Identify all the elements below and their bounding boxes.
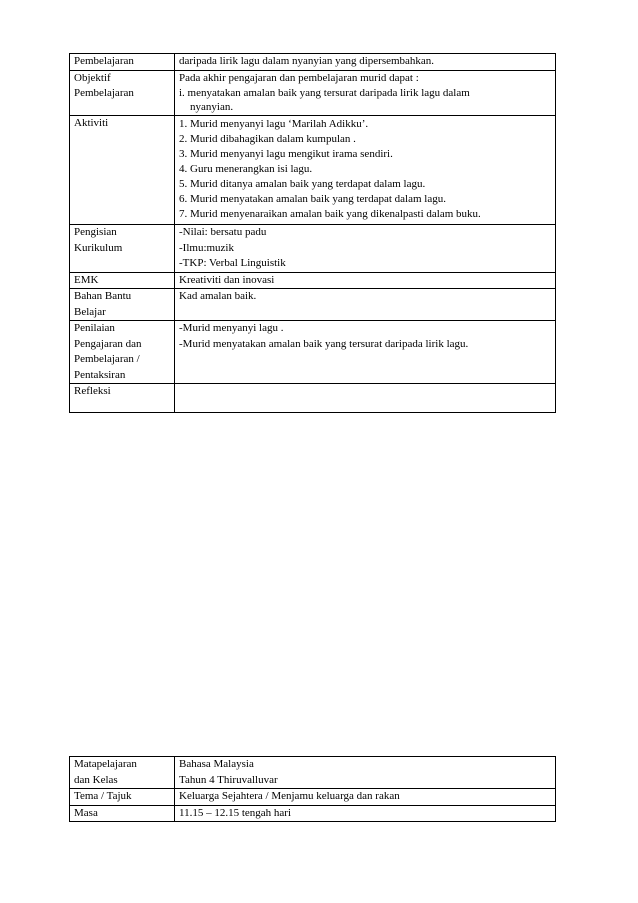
list-item: 4. Guru menerangkan isi lagu. (179, 163, 313, 175)
content-text: i. menyatakan amalan baik yang tersurat daripada lirik lagu dalam (179, 87, 470, 99)
content-text: -TKP: Verbal Linguistik (179, 257, 286, 269)
label-text: Masa (74, 806, 98, 819)
row-content (175, 289, 556, 321)
list-item: 3. Murid menyanyi lagu mengikut irama sendiri. (179, 148, 393, 160)
row-label (70, 789, 175, 806)
row-content-empty (175, 384, 556, 413)
content-text: -Nilai: bersatu padu (179, 226, 267, 238)
content-text: Tahun 4 Thiruvalluvar (179, 773, 278, 786)
list-item: 5. Murid ditanya amalan baik yang terdapat dalam lagu. (179, 178, 426, 190)
row-label (70, 272, 175, 289)
row-label (70, 225, 175, 273)
label-text: Objektif (74, 71, 111, 84)
row-content (175, 757, 556, 789)
row-refleksi (70, 384, 556, 413)
row-objektif (70, 70, 556, 116)
row-content (175, 805, 556, 822)
lesson-header-table (69, 756, 556, 822)
label-text: Matapelajaran (74, 758, 137, 770)
content-text: daripada lirik lagu dalam nyanyian yang dipersembahkan. (179, 55, 435, 67)
label-text: Pengisian (74, 226, 117, 238)
content-text: 11.15 – 12.15 tengah hari (179, 806, 292, 819)
list-item: 6. Murid menyatakan amalan baik yang terdapat dalam lagu. (179, 193, 446, 205)
row-label (70, 289, 175, 321)
label-text: Penilaian (74, 322, 115, 334)
row-content (175, 70, 556, 116)
row-content (175, 321, 556, 384)
row-label (70, 70, 175, 116)
content-text: Kreativiti dan inovasi (179, 273, 275, 286)
row-content (175, 789, 556, 806)
label-text: Kurikulum (74, 241, 123, 254)
row-masa (70, 805, 556, 822)
row-bahan-bantu-belajar (70, 289, 556, 321)
label-text: Aktiviti (74, 117, 109, 129)
row-content (175, 54, 556, 71)
content-text: Bahasa Malaysia (179, 758, 254, 770)
row-penilaian (70, 321, 556, 384)
label-text: Pembelajaran (74, 55, 134, 67)
row-pengisian-kurikulum (70, 225, 556, 273)
lesson-plan-table (69, 53, 556, 413)
content-text: Kad amalan baik. (179, 290, 257, 302)
label-text: dan Kelas (74, 773, 118, 786)
content-text: Pada akhir pengajaran dan pembelajaran murid dapat : (179, 71, 419, 84)
row-matapelajaran (70, 757, 556, 789)
content-text: Keluarga Sejahtera / Menjamu keluarga dan rakan (179, 790, 400, 802)
label-text: Pembelajaran (74, 87, 134, 99)
label-text: Refleksi (74, 385, 111, 397)
row-emk (70, 272, 556, 289)
label-text: EMK (74, 273, 99, 286)
activity-list (179, 117, 552, 222)
row-label (70, 116, 175, 225)
list-item: 2. Murid dibahagikan dalam kumpulan . (179, 133, 356, 145)
label-text: Belajar (74, 305, 106, 318)
label-text: Bahan Bantu (74, 290, 132, 302)
row-label (70, 384, 175, 413)
content-text: -Murid menyatakan amalan baik yang tersurat daripada lirik lagu. (179, 337, 469, 350)
row-aktiviti (70, 116, 556, 225)
list-item: 7. Murid menyenaraikan amalan baik yang dikenalpasti dalam buku. (179, 208, 481, 220)
content-text: -Murid menyanyi lagu . (179, 322, 284, 334)
row-tema-tajuk (70, 789, 556, 806)
row-pembelajaran (70, 54, 556, 71)
list-item: 1. Murid menyanyi lagu ‘Marilah Adikku’. (179, 118, 369, 130)
label-text: Pembelajaran / (74, 353, 140, 365)
label-text: Pengajaran dan (74, 337, 142, 350)
row-content (175, 116, 556, 225)
row-content (175, 225, 556, 273)
content-text: nyanyian. (190, 100, 234, 113)
row-label (70, 321, 175, 384)
row-label (70, 805, 175, 822)
label-text: Tema / Tajuk (74, 790, 132, 802)
content-text: -Ilmu:muzik (179, 241, 234, 254)
row-content (175, 272, 556, 289)
row-label (70, 54, 175, 71)
row-label (70, 757, 175, 789)
label-text: Pentaksiran (74, 368, 126, 381)
